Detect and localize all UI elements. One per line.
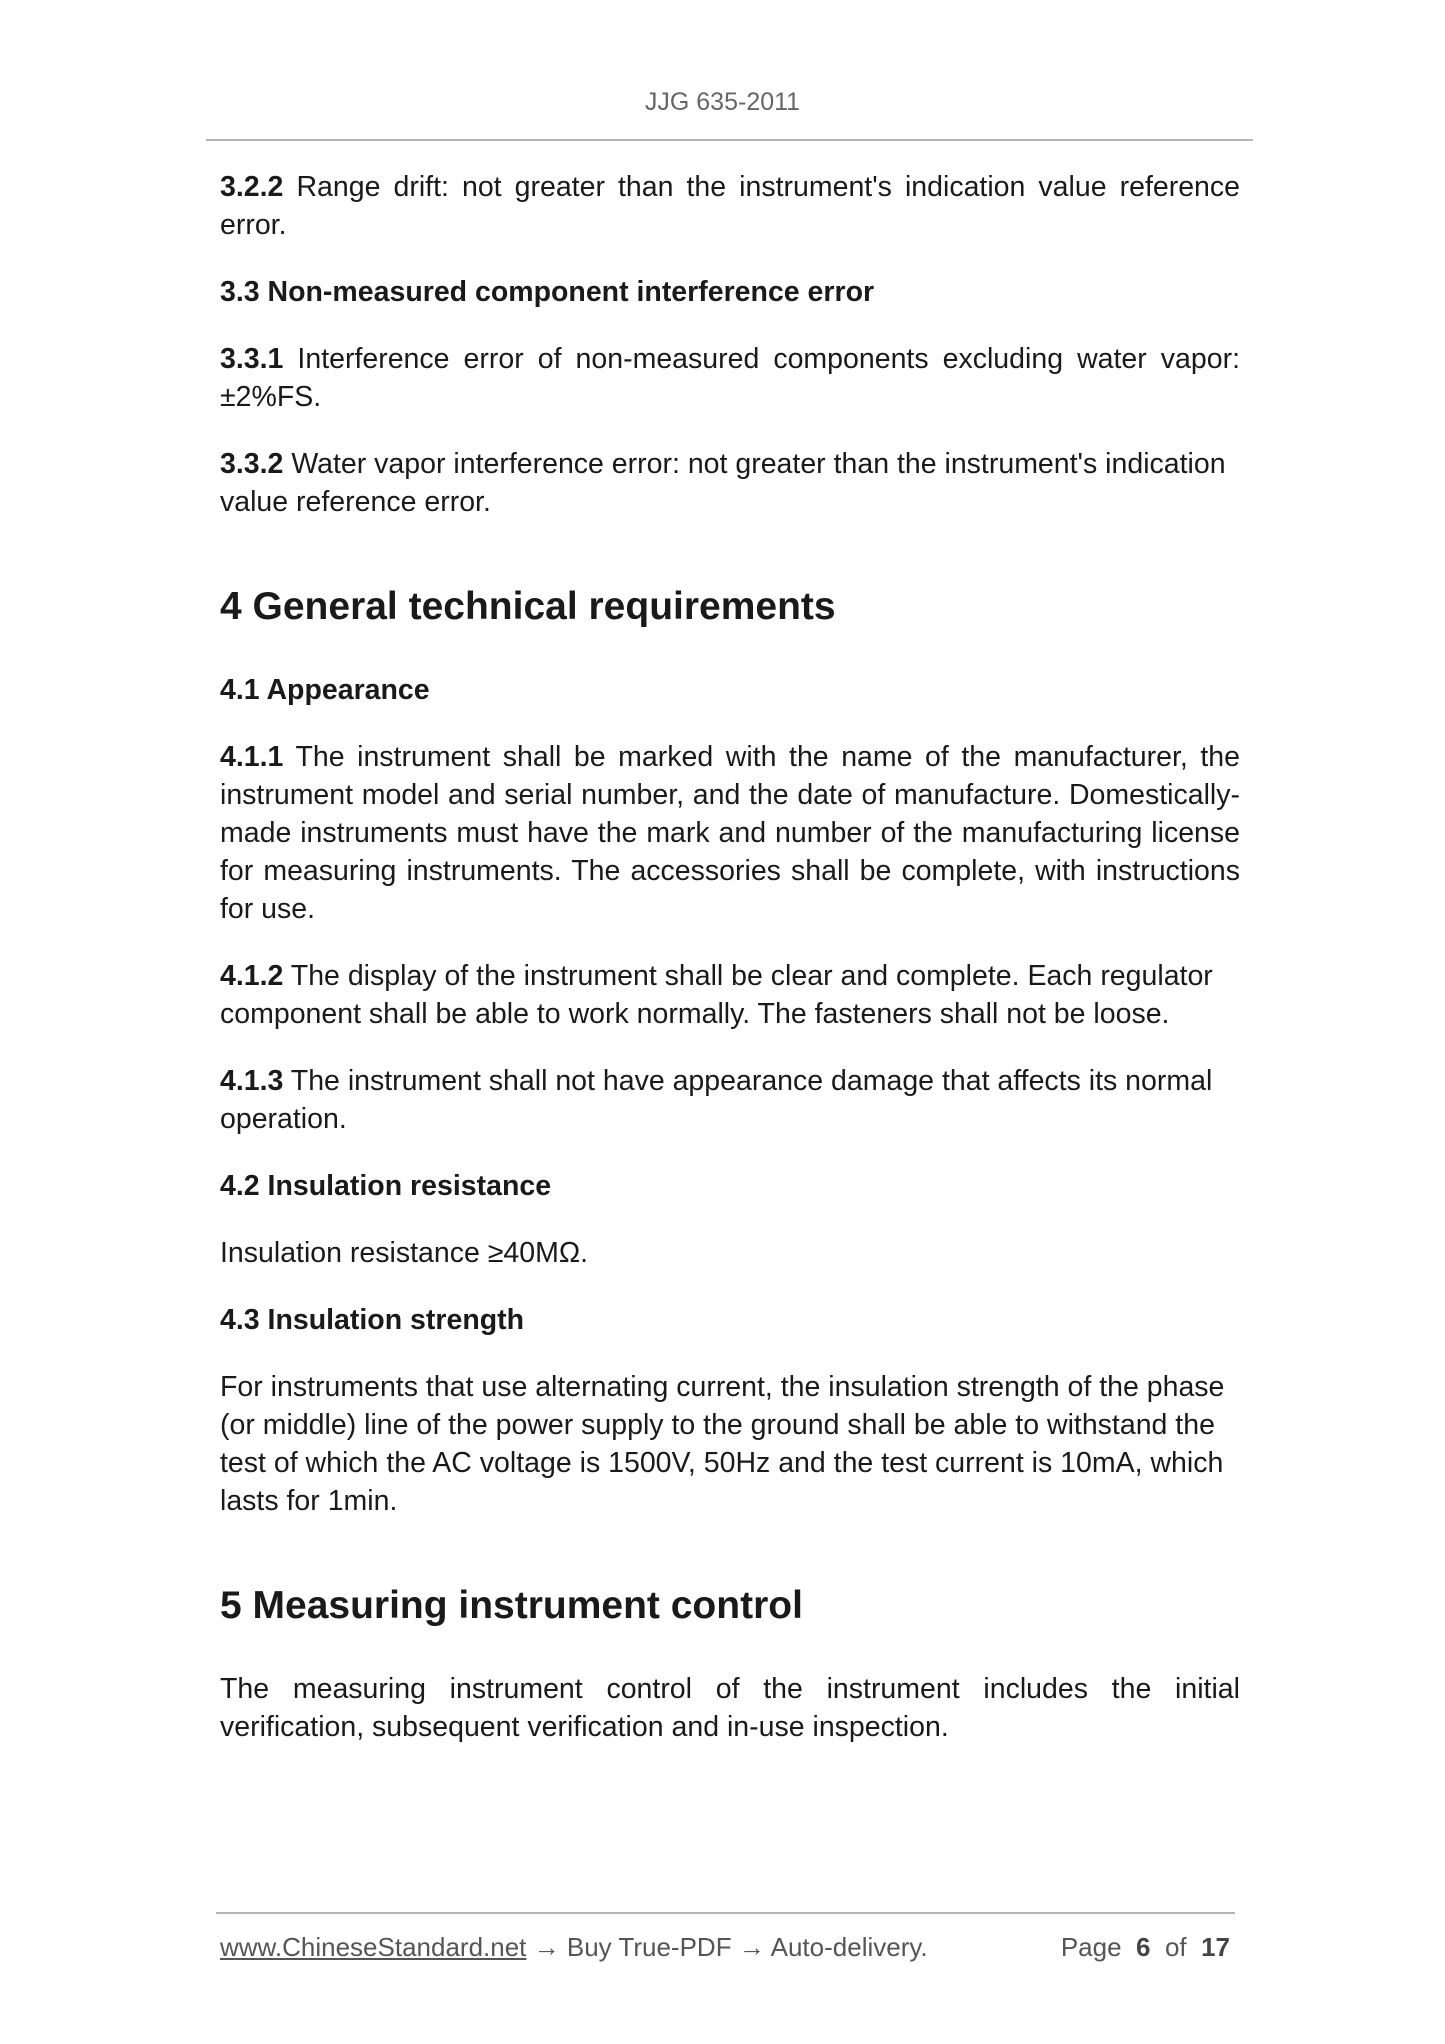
clause-text: The instrument shall not have appearance damage that affects its normal operation. bbox=[220, 1065, 1213, 1135]
clause-text: Interference error of non-measured components excluding water vapor: ±2%FS. bbox=[220, 343, 1240, 413]
section-heading-3-3: 3.3 Non-measured component interference error bbox=[220, 276, 875, 308]
clause-text: The instrument shall be marked with the name of the manufacturer, the instrument model and serial number, and the date of manufacture. Domestically-made instruments must have the mark and number of the manufacturing license for measuring instruments. The accessories shall be complete, with instructions for use. bbox=[220, 741, 1241, 925]
chapter-heading-4: 4 General technical requirements bbox=[220, 585, 836, 628]
clause-number: 4.1.2 bbox=[220, 960, 284, 992]
current-page: 6 bbox=[1136, 1932, 1151, 1962]
clause-4-1-2 bbox=[220, 957, 1240, 1033]
clause-3-2-2 bbox=[220, 168, 1240, 244]
clause-3-3-2 bbox=[220, 445, 1240, 521]
clause-number: 4.1.1 bbox=[220, 741, 284, 773]
buy-text: Buy True-PDF bbox=[566, 1932, 732, 1962]
section-heading-4-1: 4.1 Appearance bbox=[220, 674, 430, 706]
footer-divider bbox=[216, 1912, 1235, 1914]
page-number bbox=[1061, 1932, 1230, 1963]
clause-number: 3.3.2 bbox=[220, 448, 284, 480]
chapter-5-text: The measuring instrument control of the instrument includes the initial verification, subsequent verification and in-use inspection. bbox=[220, 1673, 1240, 1743]
page-header: JJG 635-2011 bbox=[644, 88, 801, 116]
of-label: of bbox=[1164, 1932, 1187, 1962]
header-divider bbox=[206, 139, 1253, 141]
clause-text: Range drift: not greater than the instrument's indication value reference error. bbox=[220, 171, 1241, 241]
clause-text: Water vapor interference error: not greater than the instrument's indication value reference error. bbox=[220, 448, 1226, 518]
page-label: Page bbox=[1060, 1932, 1122, 1962]
site-link[interactable]: www.ChineseStandard.net bbox=[220, 1932, 527, 1962]
arrow-right-icon: → bbox=[533, 1932, 560, 1962]
delivery-text: Auto-delivery. bbox=[770, 1932, 928, 1962]
document-body bbox=[220, 168, 1240, 1775]
section-heading-4-2: 4.2 Insulation resistance bbox=[220, 1170, 552, 1202]
total-pages: 17 bbox=[1201, 1932, 1230, 1962]
clause-4-3-text: For instruments that use alternating current, the insulation strength of the phase (or middle) line of the power supply to the ground shall be able to withstand the test of which the AC voltage is 1500V, 50Hz and the test current is 10mA, which lasts for 1min. bbox=[220, 1371, 1225, 1517]
clause-4-1-1 bbox=[220, 738, 1240, 928]
clause-number: 3.3.1 bbox=[220, 343, 284, 375]
clause-text: The display of the instrument shall be clear and complete. Each regulator component shall be able to work normally. The fasteners shall not be loose. bbox=[220, 960, 1213, 1030]
clause-number: 3.2.2 bbox=[220, 171, 284, 203]
clause-4-2-text: Insulation resistance ≥40MΩ. bbox=[220, 1237, 589, 1269]
footer-promo bbox=[220, 1932, 928, 1963]
arrow-right-icon: → bbox=[738, 1932, 765, 1962]
clause-3-3-1 bbox=[220, 340, 1240, 416]
clause-4-1-3 bbox=[220, 1062, 1240, 1138]
clause-number: 4.1.3 bbox=[220, 1065, 284, 1097]
chapter-heading-5: 5 Measuring instrument control bbox=[220, 1584, 803, 1627]
section-heading-4-3: 4.3 Insulation strength bbox=[220, 1304, 525, 1336]
